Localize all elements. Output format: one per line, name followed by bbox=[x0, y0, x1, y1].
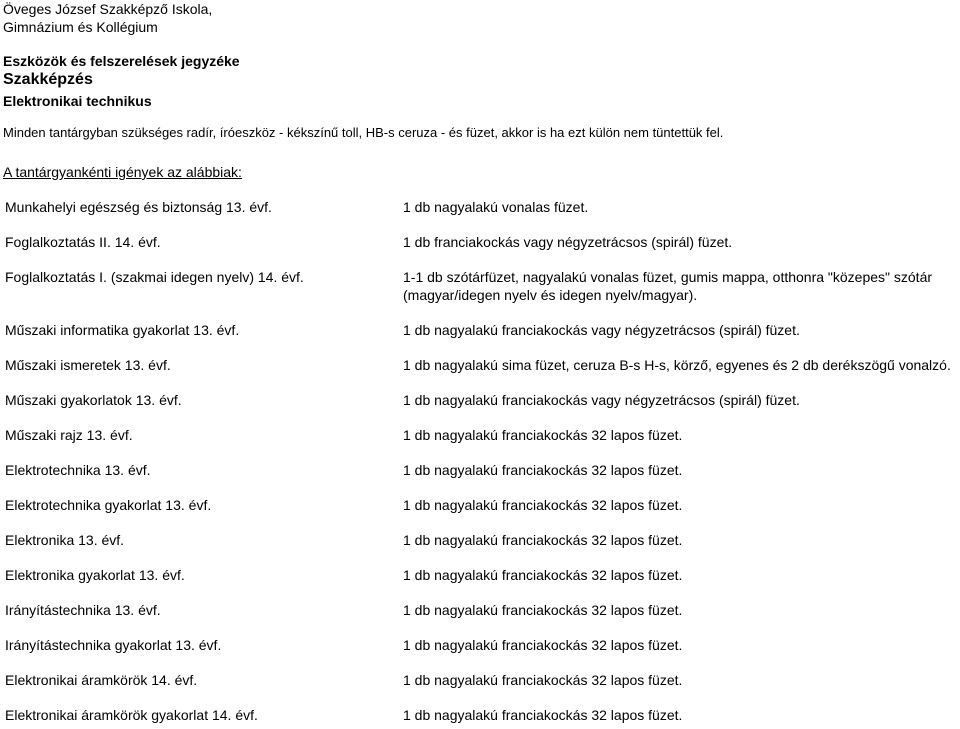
requirement-text: 1 db franciakockás vagy négyzetrácsos (spirál) füzet. bbox=[403, 234, 733, 250]
subject-label: Elektronikai áramkörök 14. évf. bbox=[5, 672, 198, 688]
general-note: Minden tantárgyban szükséges radír, íróeszköz - kékszínű toll, HB-s ceruza - és füzet, akkor is ha ezt külön nem tüntettük fel. bbox=[3, 125, 724, 140]
requirement-text: 1 db nagyalakú franciakockás 32 lapos füzet. bbox=[403, 637, 683, 653]
requirement-text: 1 db nagyalakú vonalas füzet. bbox=[403, 199, 589, 215]
subject-label: Irányítástechnika gyakorlat 13. évf. bbox=[5, 637, 222, 653]
requirement-text: 1 db nagyalakú franciakockás 32 lapos füzet. bbox=[403, 672, 683, 688]
document-title: Eszközök és felszerelések jegyzéke bbox=[3, 53, 240, 69]
school-name-line1: Öveges József Szakképző Iskola, bbox=[3, 1, 213, 17]
subject-label: Elektronika gyakorlat 13. évf. bbox=[5, 567, 185, 583]
subject-label: Elektronika 13. évf. bbox=[5, 532, 125, 548]
requirement-text: 1 db nagyalakú franciakockás vagy négyzetrácsos (spirál) füzet. bbox=[403, 392, 800, 408]
profession-title: Elektronikai technikus bbox=[3, 93, 152, 109]
intro-heading: A tantárgyankénti igények az alábbiak: bbox=[3, 164, 242, 180]
requirement-text: 1 db nagyalakú franciakockás 32 lapos füzet. bbox=[403, 602, 683, 618]
subject-label: Foglalkoztatás I. (szakmai idegen nyelv) 14. évf. bbox=[5, 269, 304, 285]
school-name-line2: Gimnázium és Kollégium bbox=[3, 19, 158, 35]
requirement-text: 1 db nagyalakú franciakockás vagy négyzetrácsos (spirál) füzet. bbox=[403, 322, 800, 338]
subject-label: Elektrotechnika 13. évf. bbox=[5, 462, 151, 478]
requirement-text: 1 db nagyalakú franciakockás 32 lapos füzet. bbox=[403, 567, 683, 583]
subject-label: Irányítástechnika 13. évf. bbox=[5, 602, 161, 618]
requirement-text: 1 db nagyalakú franciakockás 32 lapos füzet. bbox=[403, 707, 683, 723]
subject-label: Műszaki informatika gyakorlat 13. évf. bbox=[5, 322, 240, 338]
requirement-text: 1-1 db szótárfüzet, nagyalakú vonalas füzet, gumis mappa, otthonra "közepes" szótár (magyar/idegen nyelv és idegen nyelv/magyar). bbox=[403, 269, 933, 303]
requirement-text: 1 db nagyalakú franciakockás 32 lapos füzet. bbox=[403, 462, 683, 478]
subject-label: Munkahelyi egészség és biztonság 13. évf. bbox=[5, 199, 272, 215]
requirement-text: 1 db nagyalakú franciakockás 32 lapos füzet. bbox=[403, 532, 683, 548]
subject-label: Foglalkoztatás II. 14. évf. bbox=[5, 234, 161, 250]
subject-label: Műszaki ismeretek 13. évf. bbox=[5, 357, 171, 373]
subject-label: Elektrotechnika gyakorlat 13. évf. bbox=[5, 497, 212, 513]
requirement-text: 1 db nagyalakú franciakockás 32 lapos füzet. bbox=[403, 427, 683, 443]
subject-label: Műszaki rajz 13. évf. bbox=[5, 427, 133, 443]
subject-label: Elektronikai áramkörök gyakorlat 14. évf. bbox=[5, 707, 258, 723]
section-title: Szakképzés bbox=[3, 71, 93, 88]
requirement-text: 1 db nagyalakú franciakockás 32 lapos füzet. bbox=[403, 497, 683, 513]
requirement-text: 1 db nagyalakú sima füzet, ceruza B-s H-s, körző, egyenes és 2 db derékszögű vonalzó. bbox=[403, 357, 951, 373]
subject-label: Műszaki gyakorlatok 13. évf. bbox=[5, 392, 182, 408]
